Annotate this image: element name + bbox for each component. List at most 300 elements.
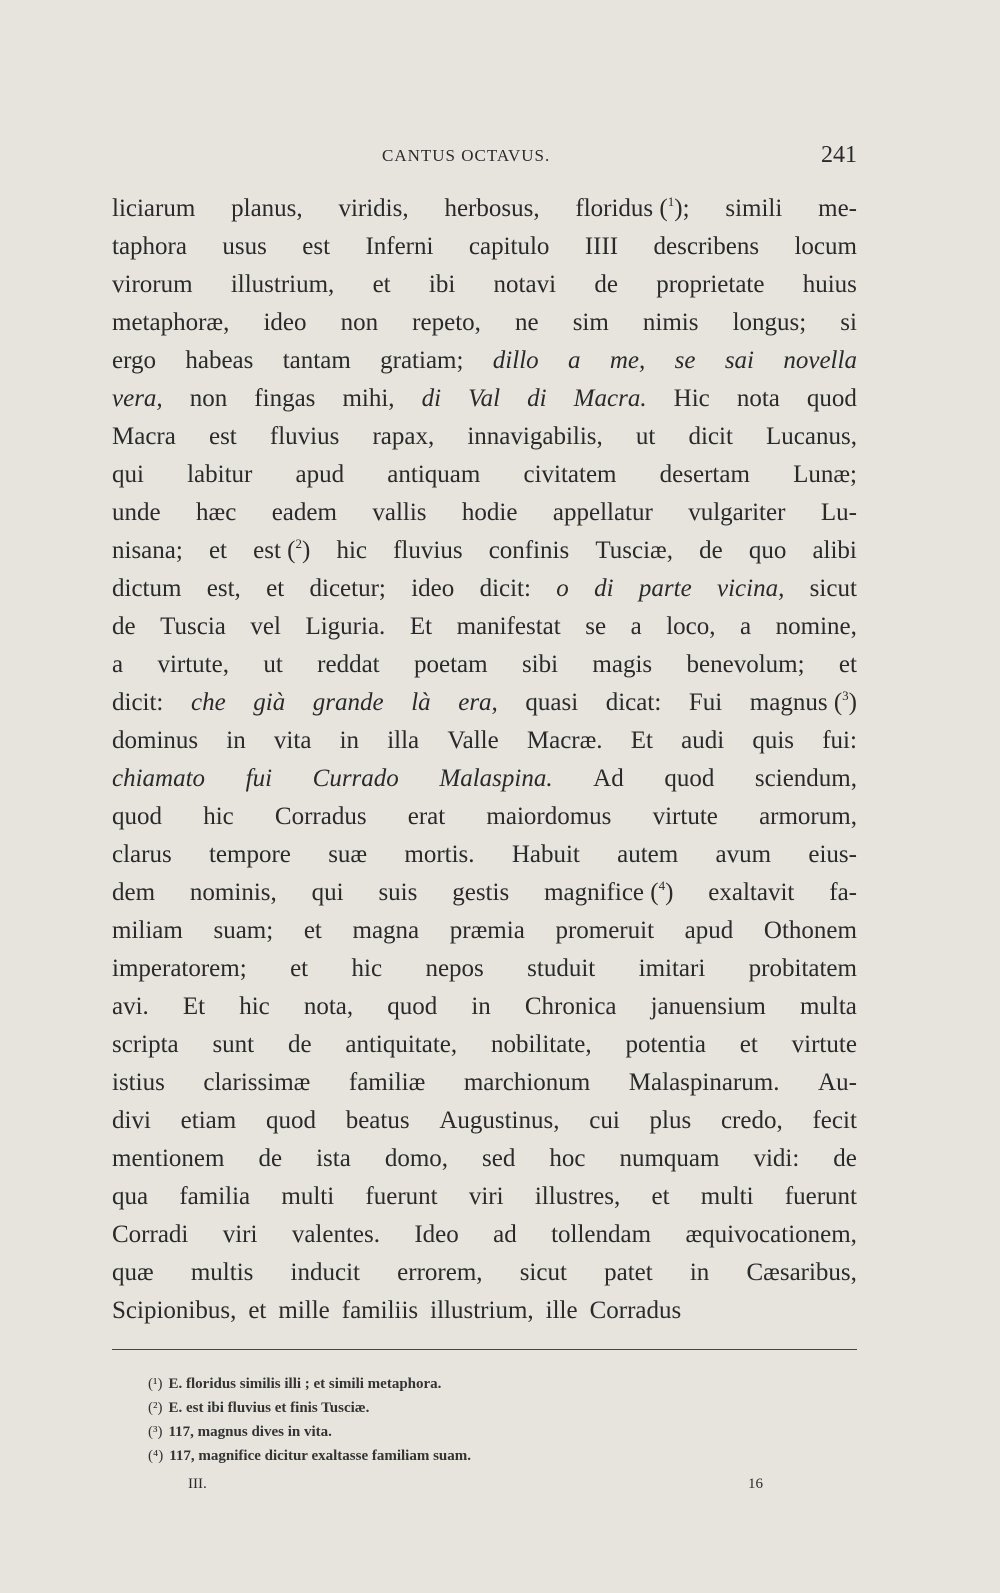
word: quis — [752, 727, 795, 754]
word: non — [189, 385, 228, 412]
word: di — [421, 385, 442, 412]
word: si — [840, 309, 857, 336]
word: multa — [799, 993, 857, 1020]
word: Habuit — [511, 841, 580, 868]
word: Corradus — [274, 803, 367, 830]
word: mille — [278, 1297, 330, 1324]
word: nomine, — [775, 613, 857, 640]
word: vera, — [112, 385, 163, 412]
word: vulgariter — [688, 499, 786, 526]
word: exaltavit — [708, 879, 795, 906]
word: dicat: — [605, 689, 662, 716]
word: hic — [336, 537, 367, 564]
word: Macra. — [573, 385, 647, 412]
word: mihi, — [342, 385, 395, 412]
word: a — [740, 613, 752, 640]
word: a — [630, 613, 642, 640]
word: Ideo — [414, 1221, 459, 1248]
word: ne — [514, 309, 539, 336]
footnotes — [148, 1372, 848, 1468]
word: capitulo — [468, 233, 550, 260]
word: imperatorem; — [112, 955, 247, 982]
text-line — [112, 342, 857, 380]
word: Ad — [593, 765, 624, 792]
text-line — [112, 836, 857, 874]
text-line — [112, 570, 857, 608]
text-line — [112, 418, 857, 456]
word: planus, — [231, 195, 303, 222]
word: viri — [222, 1221, 258, 1248]
word: Chronica — [524, 993, 617, 1020]
word: era, — [458, 689, 498, 716]
word: ut — [263, 651, 283, 678]
word: qui — [112, 461, 144, 488]
word: in — [226, 727, 246, 754]
text-line — [112, 1254, 857, 1292]
page-header — [112, 142, 857, 176]
word: et — [290, 955, 309, 982]
word: dillo — [492, 347, 539, 374]
word: ergo — [112, 347, 156, 374]
word: dem — [112, 879, 156, 906]
word: fecit — [812, 1107, 857, 1134]
word: imitari — [638, 955, 706, 982]
text-line — [112, 684, 857, 722]
word: fuerunt — [784, 1183, 857, 1210]
word: labitur — [187, 461, 253, 488]
word: et — [266, 575, 285, 602]
text-line — [112, 266, 857, 304]
word: virorum — [112, 271, 193, 298]
word: et — [303, 917, 322, 944]
word: Lu- — [820, 499, 857, 526]
word: in — [689, 1259, 710, 1286]
word: sciendum, — [754, 765, 857, 792]
word: confinis — [488, 537, 570, 564]
word: et — [248, 1297, 267, 1324]
word: hic — [351, 955, 383, 982]
word: etiam — [180, 1107, 237, 1134]
word: sibi — [521, 651, 559, 678]
word: illustres, — [534, 1183, 621, 1210]
word: illustrium, — [230, 271, 335, 298]
word: taphora — [112, 233, 187, 260]
word: clarissimæ — [203, 1069, 311, 1096]
word: clarus — [112, 841, 172, 868]
text-line — [112, 190, 857, 228]
word: Cæsaribus, — [746, 1259, 857, 1286]
text-line — [112, 532, 857, 570]
word: IIII — [584, 233, 619, 260]
word: poetam — [413, 651, 488, 678]
word: de — [594, 271, 618, 298]
word: præmia — [449, 917, 525, 944]
word: istius — [112, 1069, 165, 1096]
word: Corradus — [589, 1297, 682, 1324]
word: Macræ. — [526, 727, 603, 754]
word: Et — [409, 613, 433, 640]
word: illustrium, — [430, 1297, 534, 1324]
word: magna — [352, 917, 420, 944]
word: Augustinus, — [439, 1107, 560, 1134]
text-line — [112, 1102, 857, 1140]
text-line — [112, 722, 857, 760]
word: liciarum — [112, 195, 196, 222]
word: maiordomus — [486, 803, 612, 830]
word: notavi — [493, 271, 557, 298]
text-line — [112, 1216, 857, 1254]
word: Lunæ; — [793, 461, 857, 488]
word: benevolum; — [686, 651, 805, 678]
word: apud — [684, 917, 734, 944]
word: fluvius — [269, 423, 340, 450]
word: non — [340, 309, 379, 336]
word: fui: — [822, 727, 857, 754]
word: dicit — [688, 423, 733, 450]
word: antiquam — [387, 461, 481, 488]
word: et — [372, 271, 391, 298]
text-line — [112, 380, 857, 418]
word: Tusciæ, — [595, 537, 673, 564]
word: fuerunt — [365, 1183, 438, 1210]
text-line — [112, 1292, 857, 1330]
word: est ($^2$) — [253, 536, 311, 564]
word: Et — [630, 727, 653, 754]
word: patet — [604, 1259, 653, 1286]
word: multis — [190, 1259, 254, 1286]
word: inducit — [290, 1259, 360, 1286]
word: familia — [179, 1183, 251, 1210]
word: magnus ($^3$) — [749, 688, 857, 716]
word: tempore — [208, 841, 291, 868]
word: Malaspinarum. — [628, 1069, 780, 1096]
word: et — [651, 1183, 670, 1210]
word: tollendam — [551, 1221, 652, 1248]
word: sicut — [519, 1259, 567, 1286]
word: ideo — [411, 575, 455, 602]
footnote-text: E. est ibi fluvius et finis Tusciæ. — [168, 1400, 370, 1416]
word: reddat — [317, 651, 380, 678]
word: Au- — [818, 1069, 857, 1096]
word: ista — [316, 1145, 351, 1172]
word: sai — [724, 347, 754, 374]
text-line — [112, 228, 857, 266]
word: quæ — [112, 1259, 154, 1286]
word: familiis — [341, 1297, 419, 1324]
word: herbosus, — [444, 195, 540, 222]
word: erat — [407, 803, 446, 830]
body-text — [112, 190, 857, 1330]
word: vidi: — [753, 1145, 800, 1172]
word: sed — [482, 1145, 516, 1172]
word: virtute — [652, 803, 718, 830]
word: studuit — [527, 955, 596, 982]
word: de — [258, 1145, 283, 1172]
word: fingas — [254, 385, 316, 412]
word: et — [739, 1031, 758, 1058]
word: là — [411, 689, 431, 716]
word: quo — [748, 537, 787, 564]
word: quod — [387, 993, 438, 1020]
word: usus — [222, 233, 267, 260]
word: viridis, — [338, 195, 409, 222]
word: magnifice ($^4$) — [544, 878, 674, 906]
word: multi — [700, 1183, 754, 1210]
word: grande — [312, 689, 384, 716]
word: avum — [715, 841, 772, 868]
word: quod — [112, 803, 162, 830]
word: nisana; — [112, 537, 183, 564]
running-head: CANTUS OCTAVUS. — [382, 146, 551, 165]
word: desertam — [659, 461, 750, 488]
word: se — [674, 347, 696, 374]
word: sim — [572, 309, 609, 336]
word: dictum — [112, 575, 182, 602]
word: nobilitate, — [490, 1031, 592, 1058]
word: magis — [592, 651, 653, 678]
word: sunt — [212, 1031, 255, 1058]
text-line — [112, 950, 857, 988]
word: Othonem — [763, 917, 857, 944]
text-line — [112, 1064, 857, 1102]
word: repeto, — [412, 309, 481, 336]
word: Corradi — [112, 1221, 189, 1248]
text-line — [112, 1178, 857, 1216]
text-line — [112, 494, 857, 532]
word: hæc — [196, 499, 237, 526]
word: de — [699, 537, 723, 564]
word: apud — [295, 461, 345, 488]
word: viri — [468, 1183, 504, 1210]
word: virtute — [791, 1031, 857, 1058]
word: già — [253, 689, 286, 716]
word: familiæ — [348, 1069, 426, 1096]
word: fui — [245, 765, 273, 792]
word: novella — [783, 347, 857, 374]
text-line — [112, 456, 857, 494]
word: in — [471, 993, 491, 1020]
word: rapax, — [372, 423, 435, 450]
word: mentionem — [112, 1145, 225, 1172]
word: quod — [664, 765, 715, 792]
text-line — [112, 760, 857, 798]
word: potentia — [625, 1031, 706, 1058]
word: Macra — [112, 423, 176, 450]
word: floridus ($^1$); — [575, 194, 690, 222]
word: loco, — [666, 613, 716, 640]
word: ideo — [263, 309, 307, 336]
word: suam; — [213, 917, 274, 944]
text-line — [112, 1140, 857, 1178]
word: huius — [802, 271, 857, 298]
volume-mark: III. — [188, 1476, 207, 1492]
word: Currado — [312, 765, 399, 792]
word: a — [112, 651, 124, 678]
word: innavigabilis, — [467, 423, 603, 450]
sheet-mark: 16 — [748, 1476, 763, 1492]
word: quasi — [525, 689, 579, 716]
word: nepos — [425, 955, 484, 982]
word: Lucanus, — [766, 423, 857, 450]
word: proprietate — [656, 271, 765, 298]
word: Valle — [447, 727, 499, 754]
footnote-text: 117, magnifice dicitur exaltasse familiam suam. — [169, 1448, 472, 1464]
word: qui — [311, 879, 344, 906]
word: ut — [635, 423, 656, 450]
word: hic — [203, 803, 234, 830]
word: beatus — [345, 1107, 410, 1134]
word: eadem — [271, 499, 337, 526]
word: fa- — [829, 879, 857, 906]
footnote — [148, 1396, 848, 1420]
word: metaphoræ, — [112, 309, 230, 336]
footnote-mark: (¹) — [148, 1376, 163, 1392]
word: de — [287, 1031, 312, 1058]
word: credo, — [720, 1107, 783, 1134]
word: hoc — [549, 1145, 586, 1172]
footnote-ref: 4 — [658, 878, 666, 893]
word: miliam — [112, 917, 183, 944]
word: æquivocationem, — [685, 1221, 857, 1248]
word: parte — [638, 575, 692, 602]
word: illa — [387, 727, 420, 754]
footnote-text: E. floridus similis illi ; et simili metaphora. — [168, 1376, 442, 1392]
word: multi — [281, 1183, 335, 1210]
word: hic — [239, 993, 270, 1020]
word: alibi — [812, 537, 857, 564]
text-line — [112, 646, 857, 684]
word: suæ — [328, 841, 368, 868]
word: vita — [273, 727, 312, 754]
word: domo, — [384, 1145, 449, 1172]
word: dominus — [112, 727, 199, 754]
word: me- — [818, 195, 857, 222]
word: promeruit — [555, 917, 655, 944]
word: appellatur — [552, 499, 653, 526]
word: de — [833, 1145, 857, 1172]
text-line — [112, 874, 857, 912]
word: marchionum — [463, 1069, 591, 1096]
footnote — [148, 1444, 848, 1468]
word: divi — [112, 1107, 151, 1134]
word: Hic — [673, 385, 710, 412]
word: manifestat — [456, 613, 561, 640]
word: dicit: — [479, 575, 531, 602]
word: che — [190, 689, 226, 716]
word: habeas — [185, 347, 254, 374]
word: Fui — [688, 689, 723, 716]
word: vicina, — [717, 575, 785, 602]
word: describens — [653, 233, 760, 260]
word: di — [594, 575, 614, 602]
word: probitatem — [748, 955, 857, 982]
word: civitatem — [523, 461, 617, 488]
word: se — [585, 613, 607, 640]
word: et — [838, 651, 857, 678]
word: chiamato — [112, 765, 206, 792]
word: sicut — [809, 575, 857, 602]
footnote-text: 117, magnus dives in vita. — [168, 1424, 332, 1440]
signature-line — [188, 1476, 788, 1496]
word: hodie — [461, 499, 518, 526]
word: Liguria. — [305, 613, 386, 640]
word: qua — [112, 1183, 149, 1210]
word: valentes. — [291, 1221, 380, 1248]
word: januensium — [650, 993, 766, 1020]
text-line — [112, 1026, 857, 1064]
footnote-ref: 1 — [667, 194, 675, 209]
word: est, — [206, 575, 241, 602]
word: et — [208, 537, 227, 564]
word: antiquitate, — [345, 1031, 458, 1058]
text-line — [112, 608, 857, 646]
word: gestis — [452, 879, 510, 906]
word: Malaspina. — [439, 765, 553, 792]
word: unde — [112, 499, 161, 526]
word: virtute, — [157, 651, 229, 678]
footnote-mark: (²) — [148, 1400, 163, 1416]
text-line — [112, 304, 857, 342]
word: quod — [806, 385, 857, 412]
word: armorum, — [759, 803, 857, 830]
word: me, — [609, 347, 646, 374]
word: vallis — [372, 499, 427, 526]
word: nota — [736, 385, 780, 412]
word: ibi — [428, 271, 456, 298]
word: mortis. — [404, 841, 475, 868]
page-number: 241 — [821, 142, 857, 168]
word: Val — [468, 385, 501, 412]
footnote — [148, 1372, 848, 1396]
word: de — [112, 613, 136, 640]
word: dicetur; — [309, 575, 386, 602]
footnote — [148, 1420, 848, 1444]
word: est — [208, 423, 237, 450]
word: vel — [250, 613, 281, 640]
text-line — [112, 912, 857, 950]
word: nimis — [642, 309, 699, 336]
word: longus; — [732, 309, 807, 336]
word: simili — [725, 195, 783, 222]
word: scripta — [112, 1031, 179, 1058]
word: plus — [649, 1107, 692, 1134]
word: numquam — [619, 1145, 720, 1172]
text-line — [112, 988, 857, 1026]
word: dicit: — [112, 689, 164, 716]
word: Et — [182, 993, 206, 1020]
word: ille — [545, 1297, 578, 1324]
word: Tuscia — [160, 613, 226, 640]
word: errorem, — [397, 1259, 483, 1286]
word: tantam — [282, 347, 351, 374]
word: ad — [493, 1221, 517, 1248]
word: o — [556, 575, 569, 602]
word: di — [527, 385, 547, 412]
word: nota, — [303, 993, 354, 1020]
footnote-ref: 2 — [295, 536, 302, 551]
footnote-divider — [112, 1349, 857, 1350]
word: nominis, — [189, 879, 277, 906]
footnote-mark: (⁴) — [148, 1448, 164, 1464]
word: gratiam; — [380, 347, 464, 374]
word: Scipionibus, — [112, 1297, 237, 1324]
word: suis — [378, 879, 418, 906]
footnote-ref: 3 — [842, 688, 849, 703]
text-line — [112, 798, 857, 836]
word: fluvius — [393, 537, 463, 564]
word: avi. — [112, 993, 149, 1020]
word: in — [339, 727, 360, 754]
